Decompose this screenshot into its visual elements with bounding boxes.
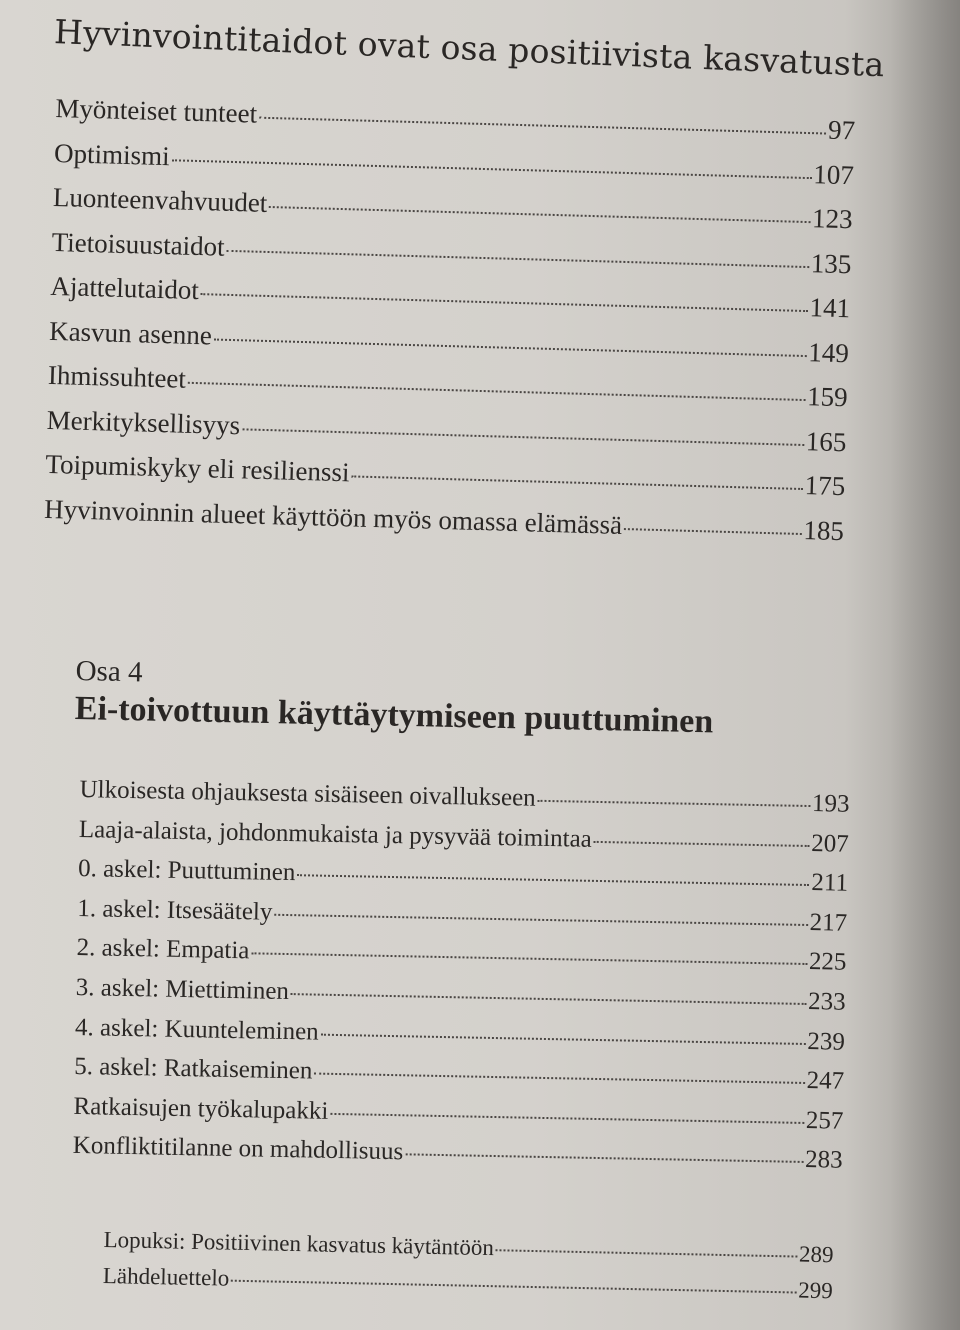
dot-leader	[594, 815, 810, 846]
toc-entry-page: 123	[811, 203, 854, 235]
toc-entry-page: 247	[806, 1067, 845, 1095]
toc-entry-title: 3. askel: Miettiminen	[75, 973, 290, 1006]
toc-entry-title: Laaja-alaista, johdonmukaista ja pysyvää toimintaa	[78, 815, 593, 853]
toc-entry-page: 233	[807, 987, 846, 1016]
toc-entry-page: 185	[803, 514, 845, 546]
toc-entry-page: 257	[805, 1106, 844, 1135]
part-header	[74, 655, 775, 743]
toc-entry-page: 141	[809, 292, 851, 324]
toc-entry-page: 283	[804, 1146, 843, 1175]
toc-entry-title: Lähdeluettelo	[102, 1262, 230, 1291]
part-title: Ei-toivottuun käyttäytymiseen puuttuminen	[74, 689, 714, 741]
toc-entry-title: 5. askel: Ratkaiseminen	[74, 1053, 313, 1085]
toc-entry-page: 225	[808, 948, 847, 977]
toc-entry-title: 2. askel: Empatia	[76, 934, 250, 965]
toc-entry	[72, 1126, 843, 1180]
toc-entry-page: 193	[811, 790, 850, 818]
toc-section-closing	[102, 1222, 833, 1309]
dot-leader	[538, 775, 811, 807]
toc-entry-page: 149	[808, 336, 850, 368]
toc-entry-title: Ajattelutaidot	[50, 270, 200, 306]
dot-leader	[259, 90, 827, 135]
toc-entry-page: 135	[810, 247, 852, 279]
toc-entry-title: 0. askel: Puuttuminen	[77, 855, 296, 887]
part-number: Osa 4	[75, 655, 143, 689]
toc-entry-title: Konfliktitilanne on mahdollisuus	[72, 1132, 404, 1166]
toc-entry-page: 211	[811, 869, 849, 897]
toc-entry-page: 97	[827, 114, 856, 146]
toc-entry-page: 159	[806, 381, 849, 413]
toc-entry-page: 299	[797, 1277, 833, 1304]
section-heading: Hyvinvointitaidot ovat osa positiivista kasvatusta	[53, 12, 886, 85]
dot-leader	[624, 501, 802, 535]
toc-section-part4	[72, 770, 849, 1181]
toc-entry-page: 289	[798, 1241, 834, 1268]
toc-entry-page: 207	[810, 829, 849, 858]
toc-entry-title: Kasvun asenne	[48, 315, 213, 350]
toc-entry-page: 107	[812, 158, 855, 190]
toc-entry-title: Ihmissuhteet	[47, 359, 187, 394]
dot-leader	[496, 1226, 798, 1257]
toc-entry-title: Tietoisuustaidot	[51, 226, 226, 262]
toc-entry-page: 175	[804, 470, 846, 502]
toc-entry-title: Toipumiskyky eli resilienssi	[45, 448, 350, 488]
toc-entry-page: 217	[809, 908, 848, 937]
toc-entry-title: Ratkaisujen työkalupakki	[73, 1092, 329, 1125]
toc-section-wellbeing	[44, 88, 856, 555]
toc-entry-page: 165	[805, 425, 847, 457]
toc-entry-title: 4. askel: Kuunteleminen	[74, 1013, 319, 1046]
toc-entry-title: Optimismi	[53, 137, 171, 171]
toc-entry-title: Hyvinvoinnin alueet käyttöön myös omassa elämässä	[43, 493, 623, 540]
toc-entry-title: Ulkoisesta ohjauksesta sisäiseen oivallukseen	[79, 775, 536, 812]
toc-entry-title: Lopuksi: Positiivinen kasvatus käytäntöön	[103, 1226, 495, 1261]
toc-entry-title: Merkityksellisyys	[46, 404, 241, 440]
toc-entry-title: 1. askel: Itsesäätely	[77, 894, 273, 926]
toc-entry-title: Luonteenvahvuudet	[52, 181, 268, 218]
toc-entry-page: 239	[807, 1027, 846, 1056]
page-shadow	[890, 0, 960, 1330]
toc-entry-title: Myönteiset tunteet	[55, 92, 258, 129]
